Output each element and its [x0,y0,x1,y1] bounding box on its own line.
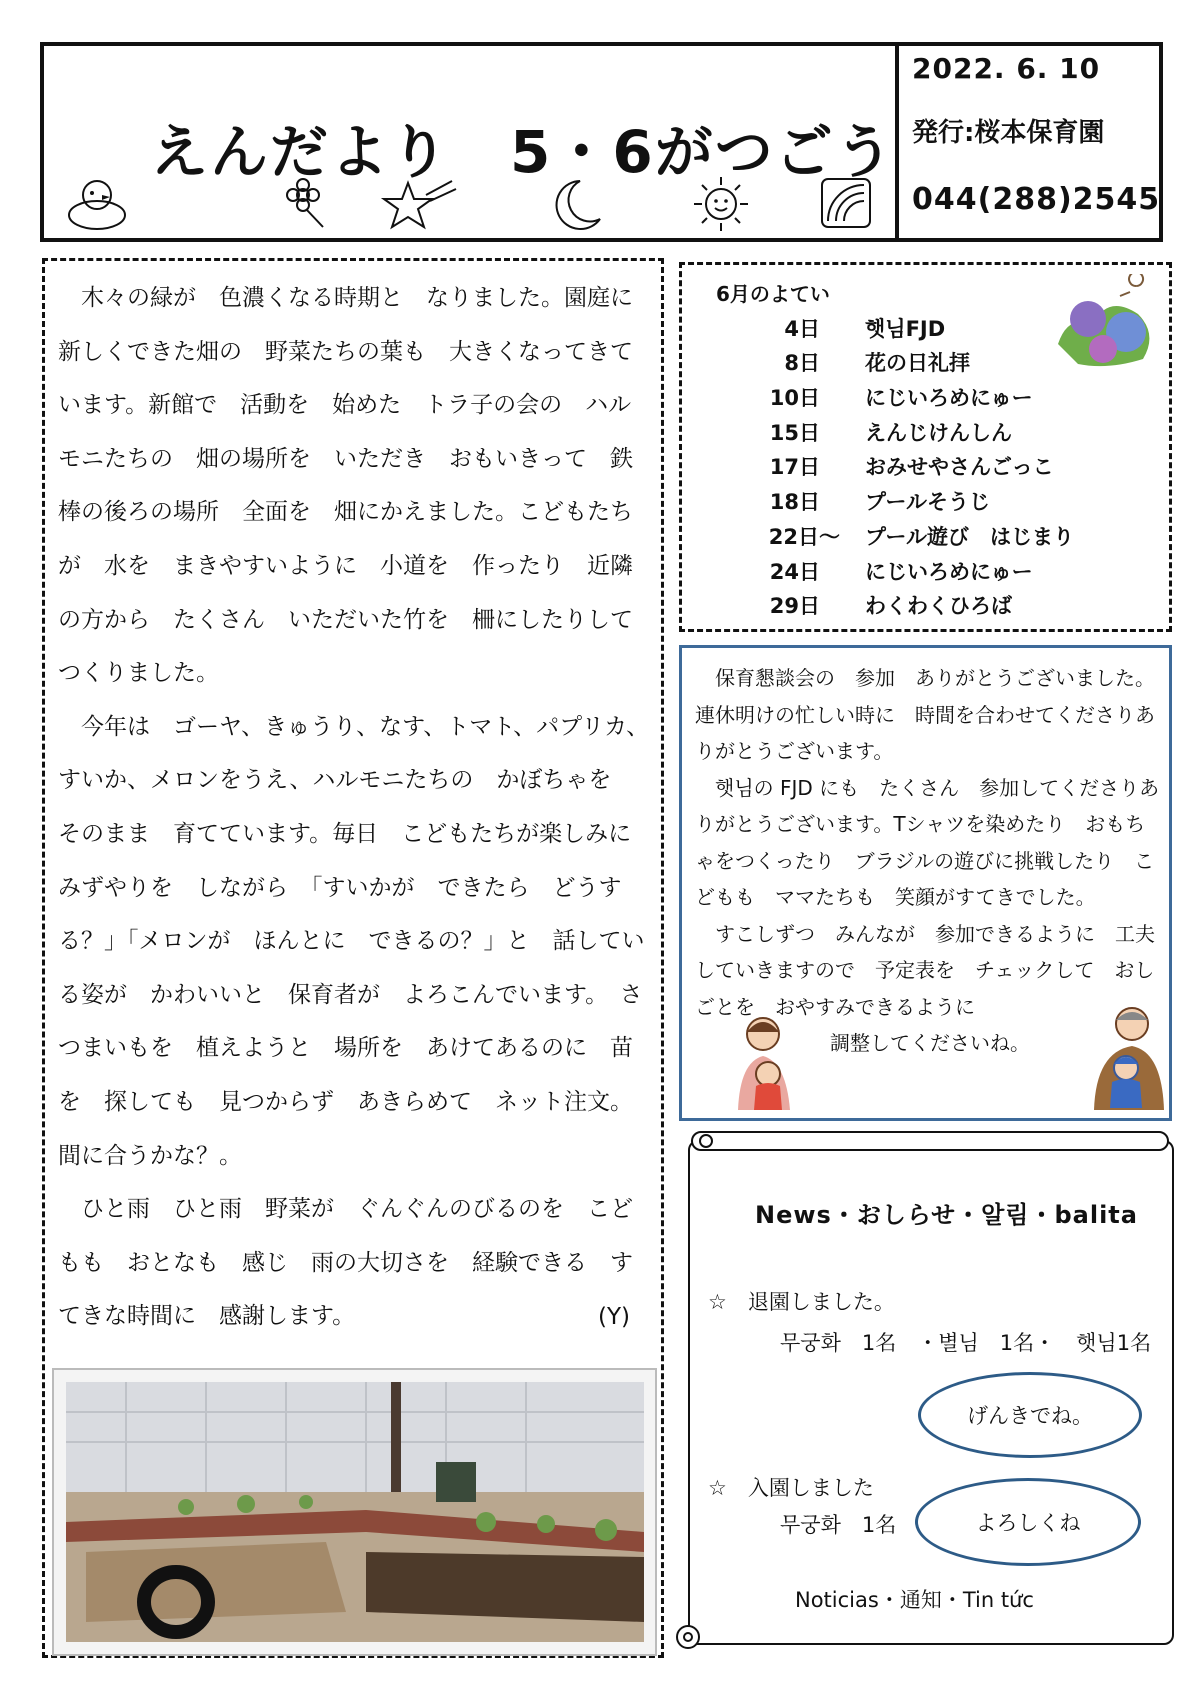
publisher: 発行:桜本保育園 [912,118,1105,148]
thanks-paragraph-2: 햇님の FJD にも たくさん 参加してくださりありがとうございます。Tシャツを染めたり おもちゃをつくったり ブラジルの遊びに挑戦したり こどもも ママたちも 笑顔がすてきでした。 [695,775,1160,909]
schedule-day: 29日 [769,594,820,618]
sun-icon [692,175,750,233]
speech-bubble-goodbye [918,1372,1142,1458]
chick-icon [62,175,132,233]
schedule-event: 花の日礼拝 [865,351,970,375]
thanks-paragraph-1: 保育懇談会の 参加 ありがとうございました。連休明けの忙しい時に 時間を合わせてくださりありがとうございます。 [695,666,1155,763]
rainbow-icon [818,175,876,233]
schedule-event: にじいろめにゅー [865,560,1033,584]
news-title: News・おしらせ・알림・balita [755,1201,1138,1229]
schedule-event: 햇님FJD [865,317,946,341]
bubble-text: よろしくね [975,1511,1081,1535]
father-child-illustration [1080,1000,1166,1112]
thanks-paragraph-3: すこしずつ みんなが 参加できるように 工夫していきますので 予定表を チェックして おしごとを おやすみできるように [695,921,1155,1019]
article-paragraph-2: 今年は ゴーヤ、きゅうり、なす、トマト、パプリカ、すいか、メロンをうえ、ハルモニたちの かぼちゃを そのまま 育てています。毎日 こどもたちが楽しみに みずやりを しながら 「すいかが できたら どうする？」「メロンが ほんとに できるの？」と 話している姿が かわいいと 保育者が よろこんでいます。 さつまいもを 植えようと 場所を あけてあるのに 苗を 探しても 見つからず あきらめて ネット注文。間に合うかな？。 [58,713,655,1169]
schedule-day: 18日 [769,490,820,514]
article-signature: (Y) [598,1303,630,1330]
withdrawal-notice: ☆ 退園しました。 [708,1290,895,1314]
hydrangea-icon [1048,274,1162,370]
flower-icon [278,175,336,233]
schedule-event: プールそうじ [865,490,990,514]
scroll-bottom-curl [673,1622,703,1652]
speech-bubble-welcome [915,1478,1141,1566]
page-title: えんだより 5・6がつごう [150,118,895,186]
issue-date: 2022. 6. 10 [912,52,1101,85]
withdrawal-detail: 무궁화 1名 ・별님 1名・ 햇님1名 [780,1331,1152,1355]
phone-number: 044(288)2545 [912,182,1161,217]
schedule-day: 24日 [769,560,820,584]
schedule-day: 15日 [769,421,820,445]
schedule-event: プール遊び はじまり [865,525,1074,549]
schedule-day: 4日 [784,317,820,341]
mother-child-illustration [728,1012,808,1112]
schedule-day: 8日 [784,351,820,375]
shooting-star-icon [380,175,460,233]
garden-photo [66,1382,644,1642]
schedule-event: にじいろめにゅー [865,386,1033,410]
schedule-event: えんじけんしん [865,421,1012,445]
header-divider [895,42,899,242]
article-paragraph-1: 木々の緑が 色濃くなる時期と なりました。園庭に 新しくできた畑の 野菜たちの葉も 大きくなってきています。新館で 活動を 始めた トラ子の会の ハルモニたちの 畑の場所を いただき おもいきって 鉄棒の後ろの場所 全面を 畑にかえました。こどもたちが 水を まきやすいように 小道を 作ったり 近隣の方から たくさん いただいた竹を 柵にしたりして つくりました。 [58,285,656,687]
enrollment-detail: 무궁화 1名 [780,1513,897,1537]
thanks-paragraph-4: 調整してくださいね。 [830,1031,1030,1055]
bubble-text: げんきでね。 [967,1404,1093,1428]
schedule-title: 6月のよてい [716,282,830,306]
schedule-event: おみせやさんごっこ [865,455,1054,479]
schedule-day: 10日 [769,386,820,410]
schedule-day: 22日～ [768,525,840,549]
scroll-top-curl [690,1128,1170,1154]
main-article [58,272,656,1344]
schedule-day: 17日 [769,455,820,479]
enrollment-notice: ☆ 入園しました [708,1476,874,1500]
moon-icon [550,175,608,233]
news-footer: Noticias・通知・Tin tức [795,1588,1034,1612]
schedule-event: わくわくひろば [865,594,1012,618]
article-paragraph-3: ひと雨 ひと雨 野菜が ぐんぐんのびるのを こどもも おとなも 感じ 雨の大切さを 経験できる すてきな時間に 感謝します。 [58,1196,633,1330]
